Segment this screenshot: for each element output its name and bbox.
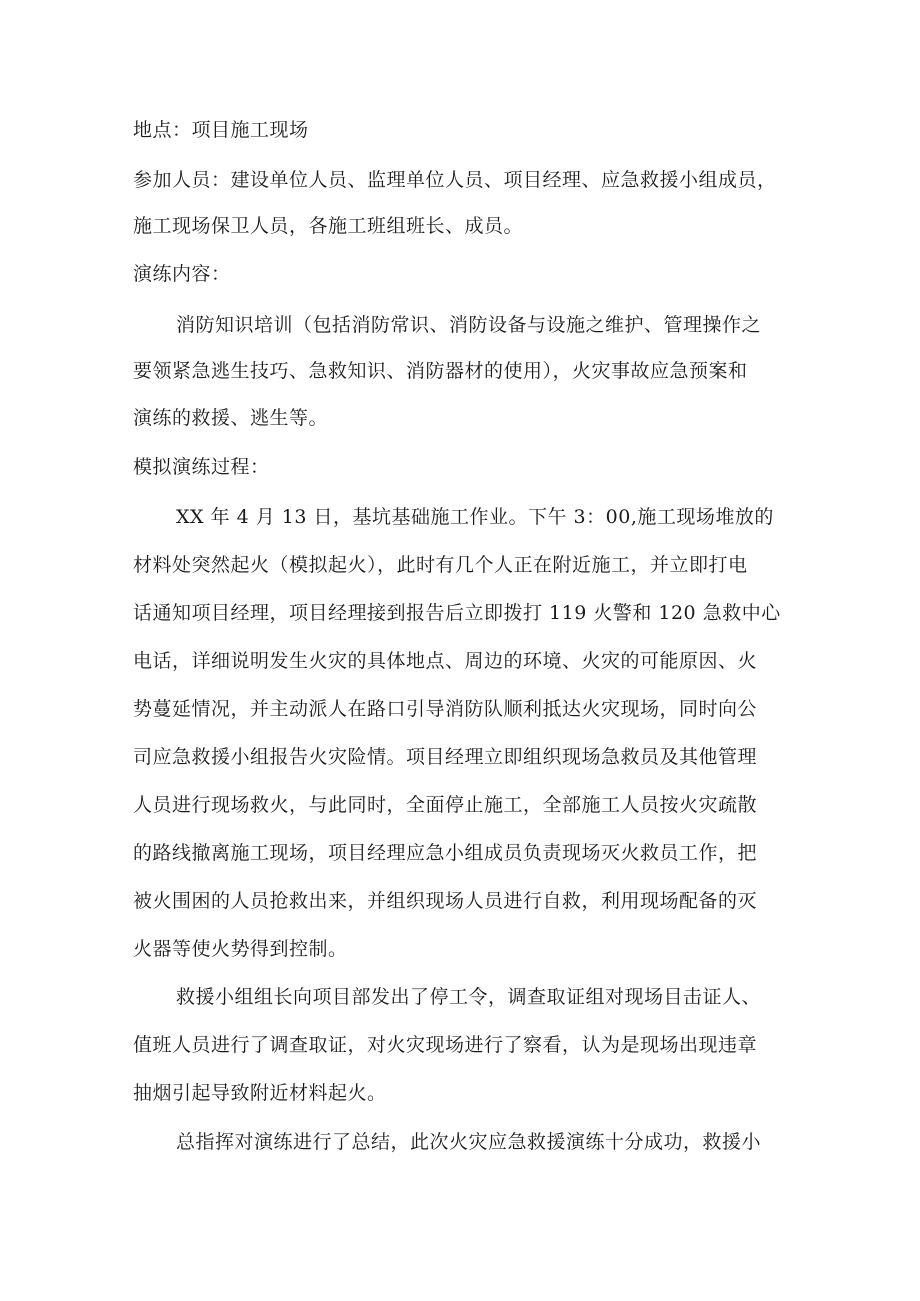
process-line-6: 司应急救援小组报告火灾险情。项目经理立即组织现场急救员及其他管理 [133,746,758,768]
process-line-5: 势蔓延情况，并主动派人在路口引导消防队顺利抵达火灾现场，同时向公 [133,698,758,720]
investigation-line-1: 救援小组组长向项目部发出了停工令，调查取证组对现场目击证人、 [176,986,762,1008]
drill-content-line-1: 消防知识培训（包括消防常识、消防设备与设施之维护、管理操作之 [176,314,762,336]
simulation-heading: 模拟演练过程： [133,456,270,478]
process-line-10: 火器等使火势得到控制。 [133,938,348,960]
process-line-4: 电话，详细说明发生火灾的具体地点、周边的环境、火灾的可能原因、火 [133,650,758,672]
investigation-line-2: 值班人员进行了调查取证，对火灾现场进行了察看，认为是现场出现违章 [133,1034,758,1056]
process-line-8: 的路线撤离施工现场，项目经理应急小组成员负责现场灭火救员工作，把 [133,842,758,864]
summary-line-1: 总指挥对演练进行了总结，此次火灾应急救援演练十分成功，救援小 [176,1131,762,1153]
drill-content-heading: 演练内容： [133,263,231,285]
process-line-9: 被火围困的人员抢救出来，并组织现场人员进行自救，利用现场配备的灭 [133,890,758,912]
process-line-1: XX 年 4 月 13 日，基坑基础施工作业。下午 3：00,施工现场堆放的 [176,506,774,528]
drill-content-line-2: 要领紧急逃生技巧、急救知识、消防器材的使用），火灾事故应急预案和 [133,360,748,382]
process-line-3: 话通知项目经理，项目经理接到报告后立即拨打 119 火警和 120 急救中心 [133,602,781,624]
process-line-2: 材料处突然起火（模拟起火），此时有几个人正在附近施工，并立即打电 [133,554,748,576]
investigation-line-3: 抽烟引起导致附近材料起火。 [133,1082,387,1104]
participants-line-2: 施工现场保卫人员，各施工班组班长、成员。 [133,215,524,237]
process-line-7: 人员进行现场救火，与此同时，全面停止施工，全部施工人员按火灾疏散 [133,794,758,816]
location-line: 地点：项目施工现场 [133,119,309,141]
participants-line-1: 参加人员：建设单位人员、监理单位人员、项目经理、应急救援小组成员， [133,169,777,191]
drill-content-line-3: 演练的救援、逃生等。 [133,407,329,429]
